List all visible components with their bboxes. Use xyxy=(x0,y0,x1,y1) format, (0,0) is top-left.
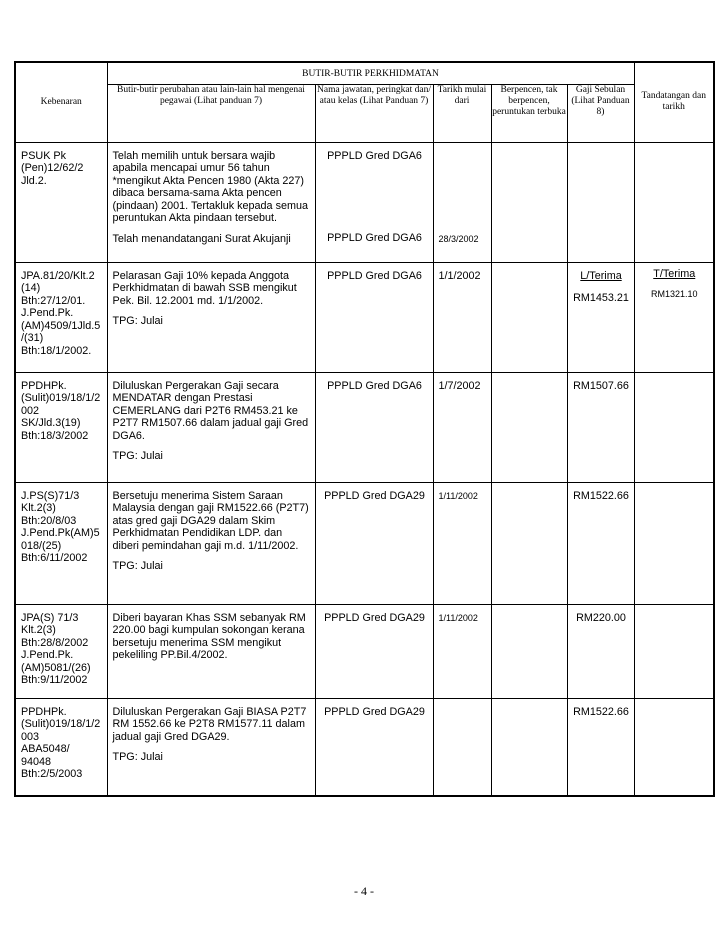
table-row xyxy=(15,698,714,796)
tarikh-cell: 28/3/2002 xyxy=(433,142,491,262)
header-kebenaran: Kebenaran xyxy=(15,62,107,142)
gaji-cell: RM1522.66 xyxy=(567,698,634,796)
berpencen-cell xyxy=(491,604,567,698)
tandatangan-cell xyxy=(634,142,714,262)
tandatangan-cell xyxy=(634,698,714,796)
table-row xyxy=(15,142,714,262)
jawatan-cell: PPPLD Gred DGA29 xyxy=(315,604,433,698)
butir-cell: Bersetuju menerima Sistem Saraan Malaysia dengan gaji RM1522.66 (P2T7) atas gred gaji DGA29 dalam Skim Perkhidmatan Pendidikan LDP. dan diberi pemindahan gaji m.d. 1/11/2002. TPG: Julai xyxy=(107,482,315,604)
tandatangan-cell xyxy=(634,482,714,604)
table-row xyxy=(15,482,714,604)
header-nama-jawatan: Nama jawatan, peringkat dan/ atau kelas (Lihat Panduan 7) xyxy=(315,84,433,142)
gaji-cell: L/Terima RM1453.21 xyxy=(567,262,634,372)
header-berpencen: Berpencen, tak berpencen, peruntukan terbuka xyxy=(491,84,567,142)
kebenaran-cell: PPDHPk. (Sulit)019/18/1/2 003 ABA5048/ 94048 Bth:2/5/2003 xyxy=(15,698,107,796)
kebenaran-cell: PSUK Pk (Pen)12/62/2 Jld.2. xyxy=(15,142,107,262)
tarikh-cell: 1/11/2002 xyxy=(433,604,491,698)
butir-cell: Telah memilih untuk bersara wajib apabila mencapai umur 56 tahun *mengikut Akta Pencen 1980 (Akta 227) dibaca bersama-sama Akta pencen (pindaan) 2001. Tertakluk kepada semua peruntukan Akta pindaan tersebut. Telah menandatangani Surat Akujanji xyxy=(107,142,315,262)
butir-cell: Diluluskan Pergerakan Gaji BIASA P2T7 RM 1552.66 ke P2T8 RM1577.11 dalam jadual gaji Gred DGA29. TPG: Julai xyxy=(107,698,315,796)
gaji-cell xyxy=(567,142,634,262)
kebenaran-cell: PPDHPk. (Sulit)019/18/1/2 002 SK/Jld.3(19) Bth:18/3/2002 xyxy=(15,372,107,482)
butir-cell: Diluluskan Pergerakan Gaji secara MENDATAR dengan Prestasi CEMERLANG dari P2T6 RM453.21 ke P2T7 RM1507.66 dalam jadual gaji Gred DGA6. TPG: Julai xyxy=(107,372,315,482)
jawatan-cell: PPPLD Gred DGA29 xyxy=(315,698,433,796)
header-tandatangan: Tandatangan dan tarikh xyxy=(634,62,714,142)
berpencen-cell xyxy=(491,698,567,796)
kebenaran-cell: JPA.81/20/Klt.2 (14) Bth:27/12/01. J.Pend.Pk. (AM)4509/1Jld.5 /(31) Bth:18/1/2002. xyxy=(15,262,107,372)
butir-cell: Pelarasan Gaji 10% kepada Anggota Perkhidmatan di bawah SSB mengikut Pek. Bil. 12.2001 md. 1/1/2002. TPG: Julai xyxy=(107,262,315,372)
page-number: - 4 - xyxy=(354,884,374,898)
service-record-table xyxy=(14,61,715,797)
berpencen-cell xyxy=(491,142,567,262)
jawatan-cell: PPPLD Gred DGA6 xyxy=(315,372,433,482)
kebenaran-cell: J.PS(S)71/3 Klt.2(3) Bth:20/8/03 J.Pend.Pk(AM)5 018/(25) Bth:6/11/2002 xyxy=(15,482,107,604)
header-perubahan: Butir-butir perubahan atau lain-lain hal mengenai pegawai (Lihat panduan 7) xyxy=(107,84,315,142)
gaji-cell: RM1522.66 xyxy=(567,482,634,604)
tarikh-cell: 1/7/2002 xyxy=(433,372,491,482)
tandatangan-cell: T/Terima RM1321.10 xyxy=(634,262,714,372)
tarikh-cell: 1/11/2002 xyxy=(433,482,491,604)
butir-cell: Diberi bayaran Khas SSM sebanyak RM 220.00 bagi kumpulan sokongan kerana bersetuju menerima SSM mengikut pekeliling PP.Bil.4/2002. xyxy=(107,604,315,698)
kebenaran-cell: JPA(S) 71/3 Klt.2(3) Bth:28/8/2002 J.Pend.Pk. (AM)5081/(26) Bth:9/11/2002 xyxy=(15,604,107,698)
tarikh-cell xyxy=(433,698,491,796)
header-gaji: Gaji Sebulan (Lihat Panduan 8) xyxy=(567,84,634,142)
berpencen-cell xyxy=(491,372,567,482)
header-butir-title: BUTIR-BUTIR PERKHIDMATAN xyxy=(107,62,634,84)
tandatangan-cell xyxy=(634,372,714,482)
gaji-cell: RM220.00 xyxy=(567,604,634,698)
jawatan-cell: PPPLD Gred DGA6 PPPLD Gred DGA6 xyxy=(315,142,433,262)
gaji-cell: RM1507.66 xyxy=(567,372,634,482)
jawatan-cell: PPPLD Gred DGA6 xyxy=(315,262,433,372)
header-tarikh: Tarikh mulai dari xyxy=(433,84,491,142)
berpencen-cell xyxy=(491,482,567,604)
table-row xyxy=(15,372,714,482)
table-row xyxy=(15,604,714,698)
tarikh-cell: 1/1/2002 xyxy=(433,262,491,372)
tandatangan-cell xyxy=(634,604,714,698)
berpencen-cell xyxy=(491,262,567,372)
jawatan-cell: PPPLD Gred DGA29 xyxy=(315,482,433,604)
table-row xyxy=(15,262,714,372)
